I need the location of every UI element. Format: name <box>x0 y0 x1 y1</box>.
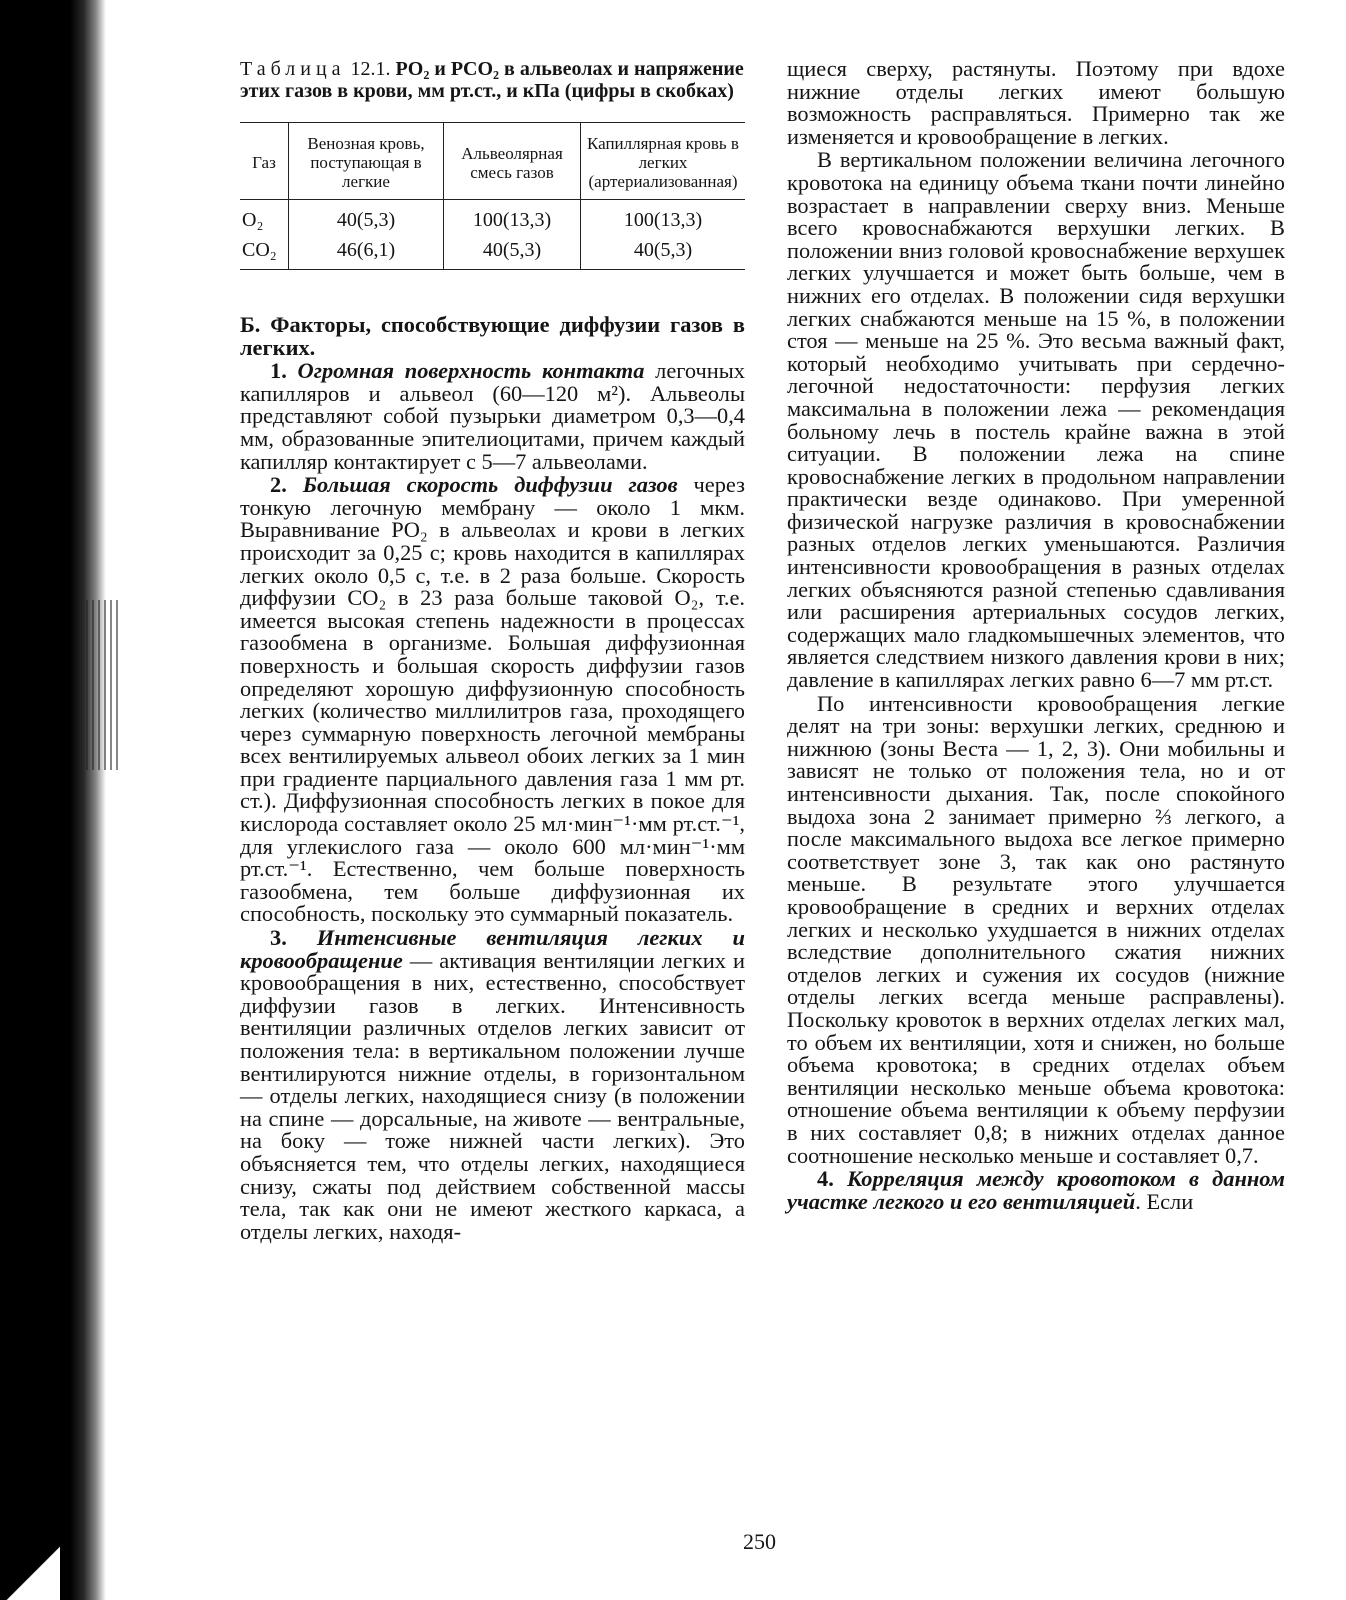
table-caption-number: 12.1. <box>350 58 391 80</box>
factor-term: Огромная поверхность контакта <box>297 358 645 384</box>
factor-text: через тонкую легочную мембрану — около 1 мкм. Выравнивание PO₂ в альвеолах и крови в легких происходит за 0,25 с; кровь находится в капиллярах легких около 0,5 с, т.е. в 2 раза больше. Скорость диффузии CO₂ в 23 раза больше таковой O₂, т.е. имеется высокая степень надежности в процессах газообмена в организме. Большая диффузионная поверхность и большая скорость диффузии газов определяют хорошую диффузионную способность легких (количество миллилитров газа, проходящего через суммарную поверхность легочной мембраны всех вентилируемых альвеол обоих легких за 1 мин при градиенте парциального давления газа 1 мм рт. ст.). Диффузионная способность легких в покое для кислорода составляет около 25 мл·мин⁻¹·мм рт.ст.⁻¹, для углекислого газа — около 600 мл·мин⁻¹·мм рт.ст.⁻¹. Естественно, чем больше поверхность газообмена, тем больше диффузионная их способность, поскольку это суммарный показатель. <box>240 472 745 927</box>
table-header-gas: Газ <box>240 123 289 200</box>
table-cell: 100(13,3) <box>581 200 746 236</box>
scan-corner-artifact <box>0 1540 60 1600</box>
table-row <box>240 235 745 270</box>
table-header-row <box>240 123 745 200</box>
table-cell: CO₂ <box>240 235 289 270</box>
factor-paragraph-3 <box>240 927 745 1243</box>
table-cell: 40(5,3) <box>289 200 444 236</box>
factor-number: 2. <box>270 472 287 498</box>
table-cell: 46(6,1) <box>289 235 444 270</box>
table-cell: 40(5,3) <box>581 235 746 270</box>
factor-paragraph-1 <box>240 360 745 473</box>
table-caption-text: PO₂ и PCO₂ в альвеолах и напряжение этих газов в крови, мм рт.ст., и кПа (цифры в скобках) <box>240 58 744 102</box>
table-cell: O₂ <box>242 209 264 231</box>
table-caption-label: Таблица <box>240 58 346 80</box>
factor-number: 3. <box>270 925 287 951</box>
page-number: 250 <box>743 1529 776 1554</box>
scan-artifact <box>80 600 120 770</box>
table-header-alveolar: Альвеолярная смесь газов <box>444 123 581 200</box>
right-column <box>787 58 1285 1213</box>
factor-number: 4. <box>817 1166 834 1192</box>
book-spine-shadow <box>0 0 106 1600</box>
section-heading: Б. Факторы, способствующие диффузии газов в легких. <box>240 312 745 360</box>
gas-pressure-table <box>240 122 745 270</box>
factor-paragraph-4 <box>787 1168 1285 1213</box>
vertical-position-paragraph: В вертикальном положении величина легочного кровотока на единицу объема ткани почти линейно возрастает в направлении сверху вниз. Меньше всего кровоснабжаются верхушки легких. В положении вниз головой кровоснабжение верхушек легких улучшается и может быть больше, чем в нижних его отделах. В положении сидя верхушки легких снабжаются меньше на 15 %, в положении стоя — меньше на 25 %. Это весьма важный факт, который необходимо учитывать при сердечно-легочной недостаточности: перфузия легких максимальна в положении лежа — рекомендация больному лечь в постель крайне важна в этой ситуации. В положении лежа на спине кровоснабжение легких в продольном направлении практически везде одинаково. При умеренной физической нагрузке различия в кровоснабжении разных отделов легких уменьшаются. Различия интенсивности кровообращения в разных отделах легких объясняются разной степенью сдавливания или расширения артериальных сосудов легких, содержащих мало гладкомышечных элементов, что является следствием низкого давления крови в них; давление в капиллярах легких равно 6—7 мм рт.ст. <box>787 147 1285 693</box>
continuation-paragraph: щиеся сверху, растянуты. Поэтому при вдохе нижние отделы легких имеют большую возможность расправляться. Примерно так же изменяется и кровообращение в легких. <box>787 56 1285 149</box>
left-column <box>240 58 745 1243</box>
factor-paragraph-2 <box>240 474 745 926</box>
factor-term: Корреляция между кровотоком в данном участке легкого и его вентиляцией <box>787 1166 1285 1214</box>
table-caption <box>240 58 745 102</box>
factor-text: . Если <box>1135 1188 1194 1214</box>
factor-text: легочных капилляров и альвеол (60—120 м²). Альвеолы представляют собой пузырьки диаметром 0,3—0,4 мм, образованные эпителиоцитами, причем каждый капилляр контактирует с 5—7 альвеолами. <box>240 358 745 474</box>
table-header-capillary: Капиллярная кровь в легких (артериализованная) <box>581 123 746 200</box>
factor-term: Большая скорость диффузии газов <box>302 472 678 498</box>
table-header-venous: Венозная кровь, поступающая в легкие <box>289 123 444 200</box>
west-zones-paragraph: По интенсивности кровообращения легкие делят на три зоны: верхушки легких, среднюю и нижнюю (зоны Веста — 1, 2, 3). Они мобильны и зависят не только от положения тела, но и от интенсивности дыхания. Так, после спокойного выдоха зона 2 занимает примерно ⅔ легкого, а после максимального выдоха все легкое примерно соответствует зоне 3, так как оно растянуто меньше. В результате этого улучшается кровообращение в средних и верхних отделах легких и несколько ухудшается в нижних отделах вследствие дополнительного сжатия нижних отделов легких и сужения их сосудов (нижние отделы легких всегда меньше расправлены). Поскольку кровоток в верхних отделах легких мал, то объем их вентиляции, хотя и снижен, но больше объема кровотока; в средних отделах объем вентиляции несколько меньше объема кровотока: отношение объема вентиляции к объему перфузии в них составляет 0,8; в нижних отделах данное соотношение несколько меньше и составляет 0,7. <box>787 690 1285 1168</box>
factor-number: 1. <box>270 358 287 384</box>
factor-term: Интенсивные вентиляция легких и кровообращение <box>240 925 745 973</box>
table-row <box>240 200 745 236</box>
factor-text: — активация вентиляции легких и кровообращения в них, естественно, способствует диффузии газов в легких. Интенсивность вентиляции различных отделов легких зависит от положения тела: в вертикальном положении лучше вентилируются нижние отделы, в горизонтальном — отделы легких, находящиеся снизу (в положении на спине — дорсальные, на животе — вентральные, на боку — тоже нижней части легких). Это объясняется тем, что отделы легких, находящиеся снизу, сжаты под действием собственной массы тела, так как они не имеют жесткого каркаса, а отделы легких, находя- <box>240 947 745 1244</box>
table-cell: 40(5,3) <box>444 235 581 270</box>
table-cell: 100(13,3) <box>444 200 581 236</box>
